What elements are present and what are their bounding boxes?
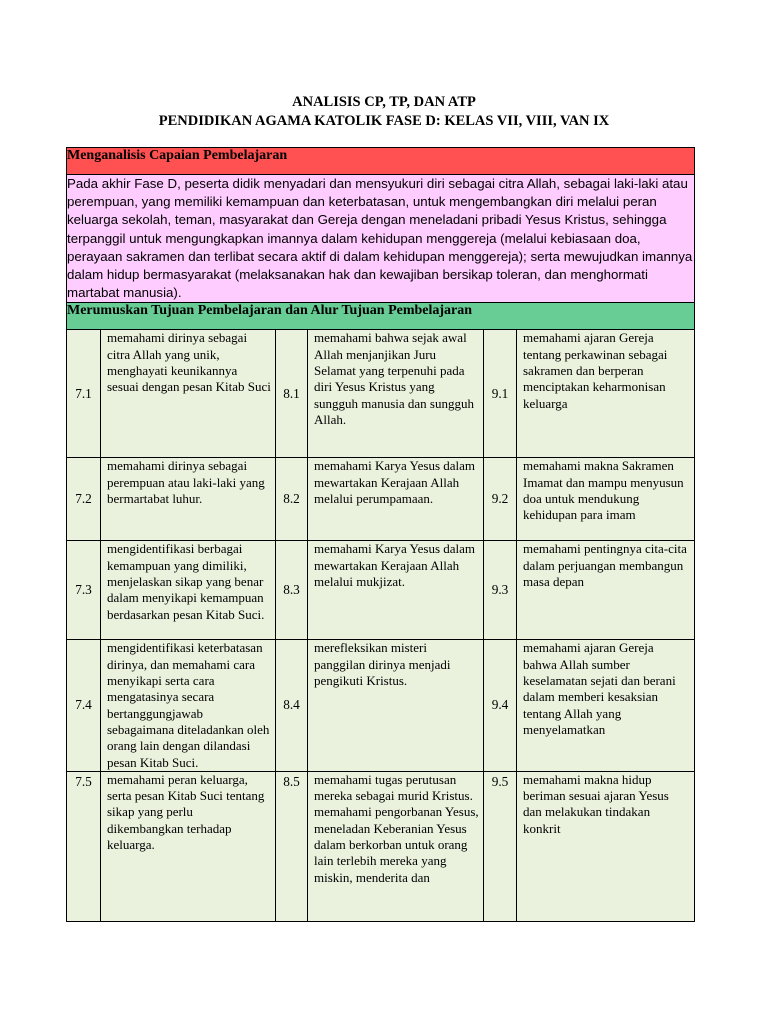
tp-number: 9.4 bbox=[484, 640, 517, 771]
tp-number: 7.1 bbox=[67, 330, 101, 458]
tp-number: 8.5 bbox=[276, 771, 308, 921]
tp-number: 7.5 bbox=[67, 771, 101, 921]
tp-number: 9.2 bbox=[484, 458, 517, 541]
tp-number: 7.2 bbox=[67, 458, 101, 541]
cp-heading-row bbox=[67, 148, 695, 175]
tp-text: memahami pentingnya cita-cita dalam perjuangan membangun masa depan bbox=[517, 541, 695, 640]
tp-text: merefleksikan misteri panggilan dirinya menjadi pengikuti Kristus. bbox=[308, 640, 484, 771]
tp-heading-row bbox=[67, 303, 695, 330]
page-title bbox=[0, 93, 768, 131]
tp-number: 8.2 bbox=[276, 458, 308, 541]
tp-number: 7.4 bbox=[67, 640, 101, 771]
title-line-1: ANALISIS CP, TP, DAN ATP bbox=[292, 94, 476, 110]
tp-text: memahami peran keluarga, serta pesan Kitab Suci tentang sikap yang perlu dikembangkan terhadap keluarga. bbox=[101, 771, 276, 921]
tp-number: 9.3 bbox=[484, 541, 517, 640]
tp-number: 9.5 bbox=[484, 771, 517, 921]
cp-heading: Menganalisis Capaian Pembelajaran bbox=[67, 148, 695, 175]
tp-text: mengidentifikasi berbagai kemampuan yang dimiliki, menjelaskan sikap yang benar dalam menyikapi kemampuan berdasarkan pesan Kitab Suci. bbox=[101, 541, 276, 640]
tp-text: memahami Karya Yesus dalam mewartakan Kerajaan Allah melalui mukjizat. bbox=[308, 541, 484, 640]
tp-text: memahami ajaran Gereja tentang perkawinan sebagai sakramen dan berperan menciptakan keharmonisan keluarga bbox=[517, 330, 695, 458]
tp-text: memahami ajaran Gereja bahwa Allah sumber keselamatan sejati dan berani dalam memberi kesaksian tentang Allah yang menyelamatkan bbox=[517, 640, 695, 771]
tp-text: memahami dirinya sebagai perempuan atau laki-laki yang bermartabat luhur. bbox=[101, 458, 276, 541]
tp-text: memahami dirinya sebagai citra Allah yang unik, menghayati keunikannya sesuai dengan pesan Kitab Suci bbox=[101, 330, 276, 458]
table-row bbox=[67, 330, 695, 458]
title-line-2: PENDIDIKAN AGAMA KATOLIK FASE D: KELAS VII, VIII, VAN IX bbox=[158, 113, 610, 129]
tp-number: 7.3 bbox=[67, 541, 101, 640]
tp-text: memahami Karya Yesus dalam mewartakan Kerajaan Allah melalui perumpamaan. bbox=[308, 458, 484, 541]
tp-number: 8.3 bbox=[276, 541, 308, 640]
table-row bbox=[67, 458, 695, 541]
tp-number: 8.1 bbox=[276, 330, 308, 458]
tp-text: memahami makna hidup beriman sesuai ajaran Yesus dan melakukan tindakan konkrit bbox=[517, 771, 695, 921]
table-row bbox=[67, 541, 695, 640]
tp-text: mengidentifikasi keterbatasan dirinya, dan memahami cara menyikapi serta cara mengatasinya secara bertanggungjawab sebagaimana diteladankan oleh orang lain dengan dilandasi pesan Kitab Suci. bbox=[101, 640, 276, 771]
analysis-table bbox=[66, 147, 695, 922]
cp-text: Pada akhir Fase D, peserta didik menyadari dan mensyukuri diri sebagai citra Allah, sebagai laki-laki atau perempuan, yang memiliki kemampuan dan keterbatasan, untuk mengembangkan diri melalui peran keluarga sekolah, teman, masyarakat dan Gereja dengan meneladani pribadi Yesus Kristus, sehingga terpanggil untuk mengungkapkan imannya dalam kehidupan menggereja (melalui kebiasaan doa, perayaan sakramen dan terlibat secara aktif di dalam kehidupan menggereja); serta mewujudkan imannya dalam hidup bermasyarakat (melaksanakan hak dan kewajiban bersikap toleran, dan menghormati martabat manusia). bbox=[67, 175, 695, 303]
tp-text: memahami bahwa sejak awal Allah menjanjikan Juru Selamat yang terpenuhi pada diri Yesus Kristus yang sungguh manusia dan sungguh Allah. bbox=[308, 330, 484, 458]
tp-text: memahami tugas perutusan mereka sebagai murid Kristus. memahami pengorbanan Yesus, meneladan Keberanian Yesus dalam berkorban untuk orang lain terlebih mereka yang miskin, menderita dan bbox=[308, 771, 484, 921]
cp-text-row bbox=[67, 175, 695, 303]
tp-number: 9.1 bbox=[484, 330, 517, 458]
tp-text: memahami makna Sakramen Imamat dan mampu menyusun doa untuk mendukung kehidupan para imam bbox=[517, 458, 695, 541]
table-row bbox=[67, 640, 695, 771]
table-row bbox=[67, 771, 695, 921]
tp-heading: Merumuskan Tujuan Pembelajaran dan Alur Tujuan Pembelajaran bbox=[67, 303, 695, 330]
tp-number: 8.4 bbox=[276, 640, 308, 771]
